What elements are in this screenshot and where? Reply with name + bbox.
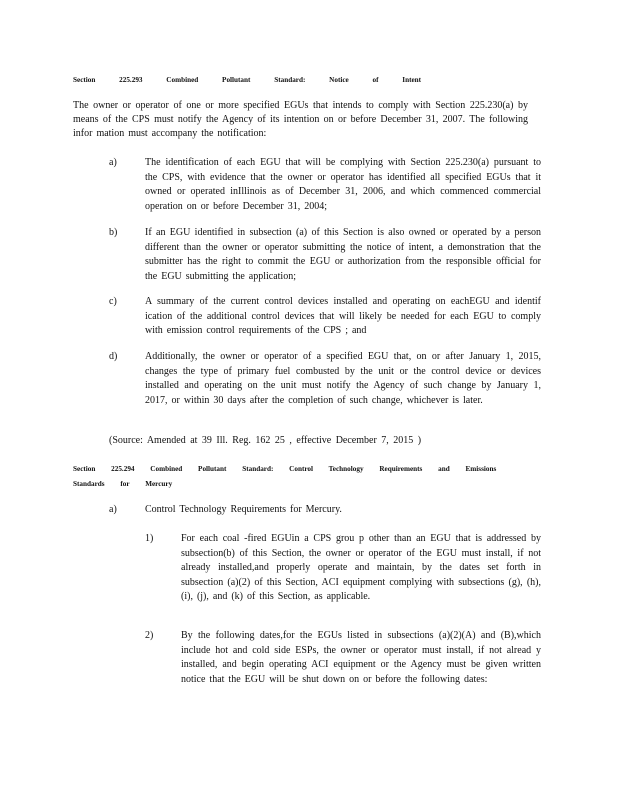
item-text: By the following dates,for the EGUs listed in subsections (a)(2)(A) and (B),which include hot and cold side ESPs, the owner or operator must install, if not alread y installed, and begin operating ACI equipment or the Agency must be given written notice that the EGU will be shut down on or before the following dates: (181, 630, 541, 685)
source-note: (Source: Amended at 39 Ill. Reg. 162 25 , effective December 7, 2015 ) (109, 435, 422, 446)
item-text: Additionally, the owner or operator of a specified EGU that, on or after January 1, 2015, changes the type of primary fuel combusted by the unit or the control device or devices installed and operating on the unit must notify the Agency of such change by January 1, 2017, or within 30 days after the completion of such change, whichever is later. (145, 351, 541, 406)
item-label: b) (109, 227, 118, 238)
item-text: If an EGU identified in subsection (a) of this Section is also owned or operated by a person different than the owner or operator submitting the notice of intent, a demonstration that the submitter has the right to commit the EGU or authorization from the responsible official for the EGU submitting the application; (145, 227, 541, 282)
item-label: c) (109, 296, 117, 307)
item-text: The identification of each EGU that will be complying with Section 225.230(a) pursuant to the CPS, with evidence that the owner or operator has identified all specified EGUs that it owned or operated inIllinois as of December 31, 2006, and which commenced commercial operation on or before December 31, 2004; (145, 157, 541, 212)
item-text: Control Technology Requirements for Mercury. (145, 504, 342, 515)
item-label: a) (109, 157, 117, 168)
item-label: 1) (145, 533, 154, 544)
section-intro-paragraph: The owner or operator of one or more specified EGUs that intends to comply with Section 225.230(a) by means of the CPS must notify the Agency of its intention on or before December 31, 2007. The following infor mation must accompany the notification: (73, 100, 528, 139)
section-heading-225-294: Section 225.294 Combined Pollutant Standard: Control Technology Requirements and Emissions Standards for Mercury (73, 465, 497, 488)
section-heading-225-293: Section 225.293 Combined Pollutant Standard: Notice of Intent (73, 76, 422, 84)
item-label: 2) (145, 630, 154, 641)
item-label: d) (109, 351, 118, 362)
item-label: a) (109, 504, 117, 515)
item-text: For each coal -fired EGUin a CPS grou p other than an EGU that is addressed by subsection(b) of this Section, the owner or operator of the EGU must install, if not already installed,and properly operate and maintain, by the dates set forth in subsection (a)(2) of this Section, ACI equipment complying with subsections (g), (h), (i), (j), and (k) of this Section, as applicable. (181, 533, 541, 602)
item-text: A summary of the current control devices installed and operating on eachEGU and identif ication of the additional control devices that will likely be needed for each EGU to comply with emission control requirements of the CPS ; and (145, 296, 541, 336)
